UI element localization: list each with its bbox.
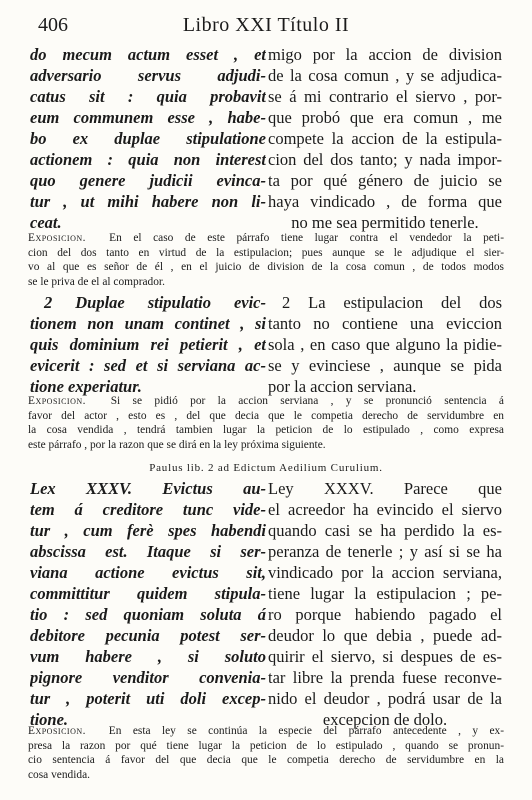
latin-line: committitur quidem stipula- bbox=[30, 584, 266, 603]
latin-line: tur , poterit uti doli excep- bbox=[30, 689, 266, 708]
note-line: se le priva de el al comprador. bbox=[28, 275, 165, 288]
latin-line: tur , ut mihi habere non li- bbox=[30, 192, 266, 211]
spanish-line: el acreedor ha evincido el siervo bbox=[268, 500, 502, 519]
spanish-line: quirir el siervo, si despues de es- bbox=[268, 647, 502, 666]
section-3 bbox=[30, 478, 502, 730]
note-label: Exposicion. bbox=[28, 395, 86, 407]
spanish-line: tanto no contiene una eviccion bbox=[268, 314, 502, 333]
page-header bbox=[38, 14, 494, 40]
spanish-line: Ley XXXV. Parece que bbox=[268, 479, 502, 498]
spanish-line: ta por qué género de juicio se bbox=[268, 171, 502, 190]
latin-line: tione experiatur. bbox=[30, 377, 142, 396]
note-line: la cosa vendida , tendrá tambien lugar la peticion de lo estipulado , como expresa bbox=[28, 424, 504, 436]
spanish-line: quando casi se ha perdido la es- bbox=[268, 521, 502, 540]
spanish-line: migo por la accion de division bbox=[268, 45, 502, 64]
latin-line: catus sit : quia probavit bbox=[30, 87, 266, 106]
spanish-line: sola , en caso que alguno la pidie- bbox=[268, 335, 502, 354]
spanish-line: que probó que era comun , me bbox=[268, 108, 502, 127]
latin-line: pignore venditor convenia- bbox=[30, 668, 266, 687]
spanish-line: cion del dos tanto; y nada impor- bbox=[268, 150, 502, 169]
section-1 bbox=[30, 44, 502, 233]
spanish-line: peranza de tenerle ; y así si se ha bbox=[268, 542, 502, 561]
spanish-line: nido el deudor , podrá usar de la bbox=[268, 689, 502, 708]
source-attribution: Paulus lib. 2 ad Edictum Aedilium Curulium. bbox=[149, 462, 383, 474]
spanish-line: ro porque habiendo pagado el bbox=[268, 605, 502, 624]
spanish-column bbox=[268, 292, 502, 397]
latin-line: abscissa est. Itaque si ser- bbox=[30, 542, 266, 561]
spanish-line: deudor lo que debia , puede ad- bbox=[268, 626, 502, 645]
spanish-column bbox=[268, 478, 502, 730]
latin-line: 2 Duplae stipulatio evic- bbox=[44, 293, 266, 312]
exposition-note-2 bbox=[28, 394, 504, 452]
spanish-line: de la cosa comun , y se adjudica- bbox=[268, 66, 502, 85]
note-line: este párrafo , por la razon que se dirá en la ley próxima siguiente. bbox=[28, 438, 326, 451]
spanish-line: haya vindicado , de forma que bbox=[268, 192, 502, 211]
latin-line: debitore pecunia potest ser- bbox=[30, 626, 266, 645]
spanish-line: se á mi contrario el siervo , por- bbox=[268, 87, 502, 106]
latin-column bbox=[30, 478, 266, 730]
note-line: favor del actor , esto es , del que decia que le competia derecho de servidumbre en bbox=[28, 409, 504, 422]
latin-line: adversario servus adjudi- bbox=[30, 66, 266, 85]
latin-line: quis dominium rei petierit , et bbox=[30, 335, 266, 354]
latin-column bbox=[30, 44, 266, 233]
note-line: Exposicion. Si se pidió por la accion serviana , y se pronunció sentencia á bbox=[28, 395, 504, 407]
spanish-line: vindicado por la accion serviana, bbox=[268, 563, 502, 582]
spanish-line: no me sea permitido tenerle. bbox=[291, 213, 479, 232]
latin-line: tur , cum ferè spes habendi bbox=[30, 521, 266, 540]
spanish-line: por la accion serviana. bbox=[268, 377, 417, 396]
section-2 bbox=[30, 292, 502, 397]
spanish-line: excepcion de dolo. bbox=[322, 710, 448, 729]
exposition-note-3 bbox=[28, 724, 504, 782]
latin-line: tem á creditore tunc vide- bbox=[30, 500, 266, 519]
latin-line: tio : sed quoniam soluta á bbox=[30, 605, 266, 624]
note-line: presa la razon por qué tiene lugar la peticion de lo estipulado , quando se pronun- bbox=[28, 739, 504, 752]
latin-line: tionem non unam continet , si bbox=[30, 314, 266, 333]
latin-line: bo ex duplae stipulatione bbox=[30, 129, 266, 148]
note-line: cion del dos tanto en virtud de la estipulacion; pues aunque se le adjudique el sier- bbox=[28, 246, 504, 259]
spanish-line: compete la accion de la estipula- bbox=[268, 129, 502, 148]
running-title: Libro XXI Título II bbox=[182, 14, 350, 36]
page-number: 406 bbox=[38, 14, 68, 36]
spanish-line: tiene lugar la estipulacion ; pe- bbox=[268, 584, 502, 603]
latin-line: ceat. bbox=[30, 213, 62, 232]
spanish-column bbox=[268, 44, 502, 233]
spanish-line: 2 La estipulacion del dos bbox=[282, 293, 502, 312]
note-line: cosa vendida. bbox=[28, 768, 90, 781]
latin-line: do mecum actum esset , et bbox=[30, 45, 266, 64]
spanish-line: tar libre la prenda fuese reconve- bbox=[268, 668, 502, 687]
latin-line: eum communem esse , habe- bbox=[30, 108, 266, 127]
note-line: Exposicion. En esta ley se continúa la especie del párrafo antecedente , y ex- bbox=[28, 725, 504, 737]
note-line: Exposicion. En el caso de este párrafo tiene lugar contra el vendedor la peti- bbox=[28, 232, 504, 244]
latin-line: quo genere judicii evinca- bbox=[30, 171, 266, 190]
exposition-note-1 bbox=[28, 231, 504, 289]
latin-column bbox=[30, 292, 266, 397]
latin-line: viana actione evictus sit, bbox=[30, 563, 266, 582]
note-label: Exposicion. bbox=[28, 232, 86, 244]
latin-line: evicerit : sed et si serviana ac- bbox=[30, 356, 266, 375]
note-line: cio sentencia á favor del que decia que le competia derecho de servidumbre en la bbox=[28, 754, 504, 766]
latin-line: vum habere , si soluto bbox=[30, 647, 266, 666]
latin-line: actionem : quia non interest bbox=[30, 150, 266, 169]
spanish-line: se y evinciese , aunque se pida bbox=[268, 356, 502, 375]
latin-line: Lex XXXV. Evictus au- bbox=[30, 479, 266, 498]
latin-line: tione. bbox=[30, 710, 69, 729]
note-line: vo al que es señor de él , en el juicio de division de la cosa comun , de todos modos bbox=[28, 261, 504, 273]
note-label: Exposicion. bbox=[28, 725, 86, 737]
